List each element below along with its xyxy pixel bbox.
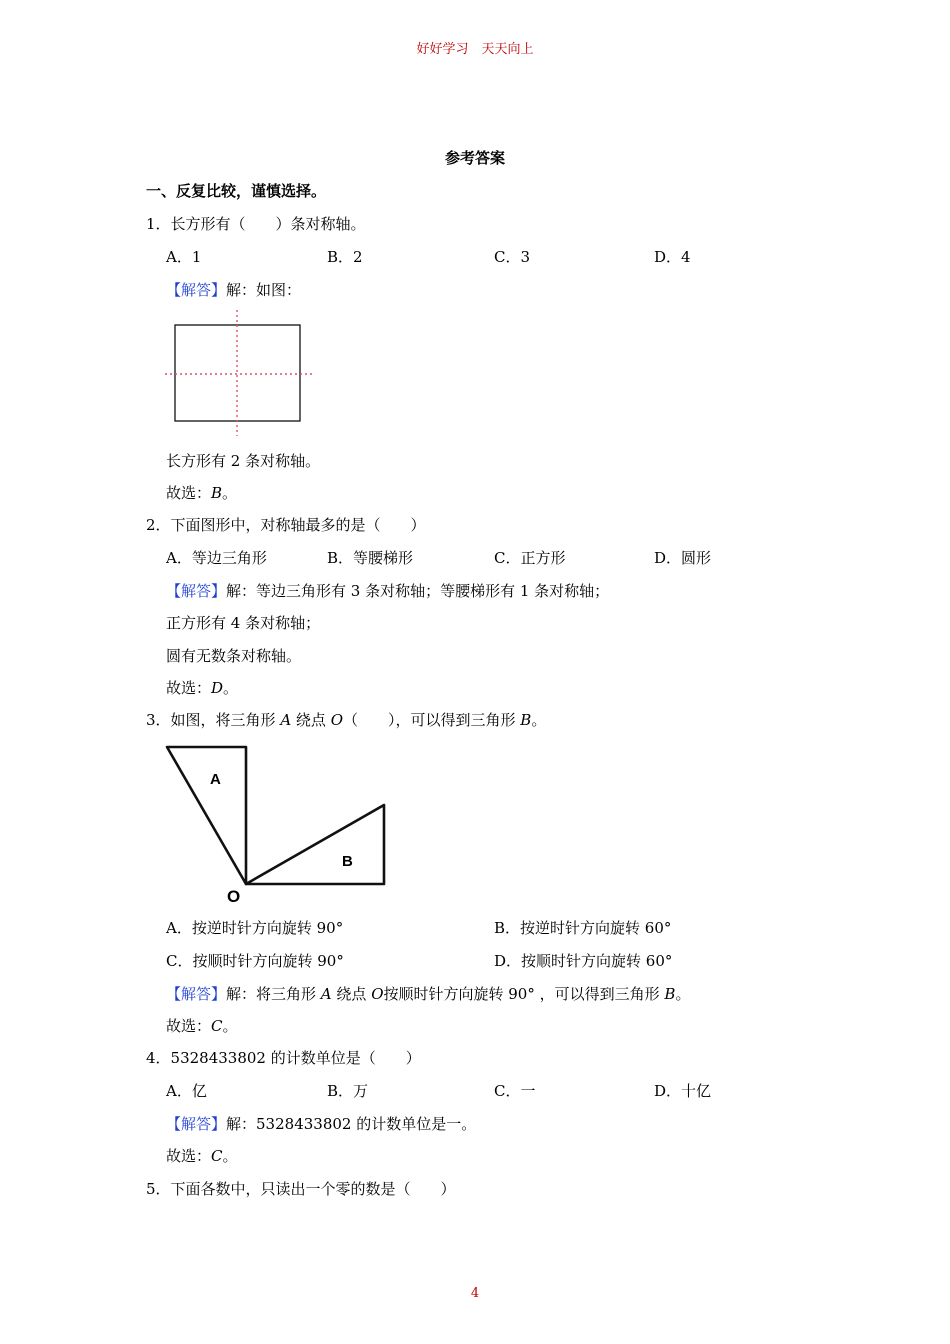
q2-option-d: D．圆形 (654, 549, 712, 567)
q1-option-c: C．3 (494, 248, 531, 266)
triangle-a (167, 747, 246, 884)
q1-solution: 【解答】解：如图： (166, 281, 302, 299)
triangle-a-label: A (210, 771, 221, 788)
q3-option-d: D．按顺时针方向旋转 60° (494, 952, 673, 970)
page-number: 4 (470, 1286, 480, 1301)
q5-stem: 5．下面各数中，只读出一个零的数是（ ） (146, 1180, 456, 1198)
rectangle-symmetry-figure (160, 308, 320, 438)
q1-option-d: D．4 (654, 248, 691, 266)
q2-solution-line2: 正方形有 4 条对称轴； (166, 614, 321, 632)
q4-option-b: B．万 (327, 1082, 369, 1100)
q4-solution: 【解答】解：5328433802 的计数单位是一。 (166, 1115, 477, 1133)
triangle-b-label: B (342, 853, 353, 870)
q3-option-a: A．按逆时针方向旋转 90° (166, 919, 344, 937)
q4-option-a: A．亿 (166, 1082, 207, 1100)
triangle-b (246, 805, 384, 884)
q2-option-a: A．等边三角形 (166, 549, 267, 567)
page-title: 参考答案 (444, 149, 505, 167)
q2-solution-line3: 圆有无数条对称轴。 (166, 647, 302, 665)
q4-option-d: D．十亿 (654, 1082, 712, 1100)
answer-tag: 【解答】 (166, 281, 227, 299)
page-header: 好好学习 天天向上 (416, 42, 534, 57)
q3-solution: 【解答】解：将三角形 A 绕点 O按顺时针方向旋转 90° ，可以得到三角形 B。 (166, 985, 691, 1003)
q2-choice: 故选：D。 (166, 679, 239, 697)
q3-option-c: C．按顺时针方向旋转 90° (166, 952, 344, 970)
q4-stem: 4．5328433802 的计数单位是（ ） (146, 1049, 421, 1067)
q3-option-b: B．按逆时针方向旋转 60° (494, 919, 672, 937)
q2-option-b: B．等腰梯形 (327, 549, 414, 567)
q4-option-c: C．一 (494, 1082, 536, 1100)
q1-choice: 故选：B。 (166, 484, 238, 502)
rotation-figure (160, 740, 400, 910)
q2-stem: 2．下面图形中，对称轴最多的是（ ） (146, 516, 426, 534)
q2-solution: 【解答】解：等边三角形有 3 条对称轴；等腰梯形有 1 条对称轴； (166, 582, 610, 600)
section-heading: 一、反复比较，谨慎选择。 (146, 182, 327, 200)
q1-option-a: A．1 (166, 248, 202, 266)
q1-stem: 1．长方形有（ ）条对称轴。 (146, 215, 366, 233)
q3-choice: 故选：C。 (166, 1017, 238, 1035)
point-o-label: O (227, 887, 241, 906)
q3-stem: 3．如图，将三角形 A 绕点 O（ ），可以得到三角形 B。 (146, 711, 547, 729)
q1-explanation: 长方形有 2 条对称轴。 (166, 452, 321, 470)
q4-choice: 故选：C。 (166, 1147, 238, 1165)
q2-option-c: C．正方形 (494, 549, 566, 567)
q1-option-b: B．2 (327, 248, 363, 266)
